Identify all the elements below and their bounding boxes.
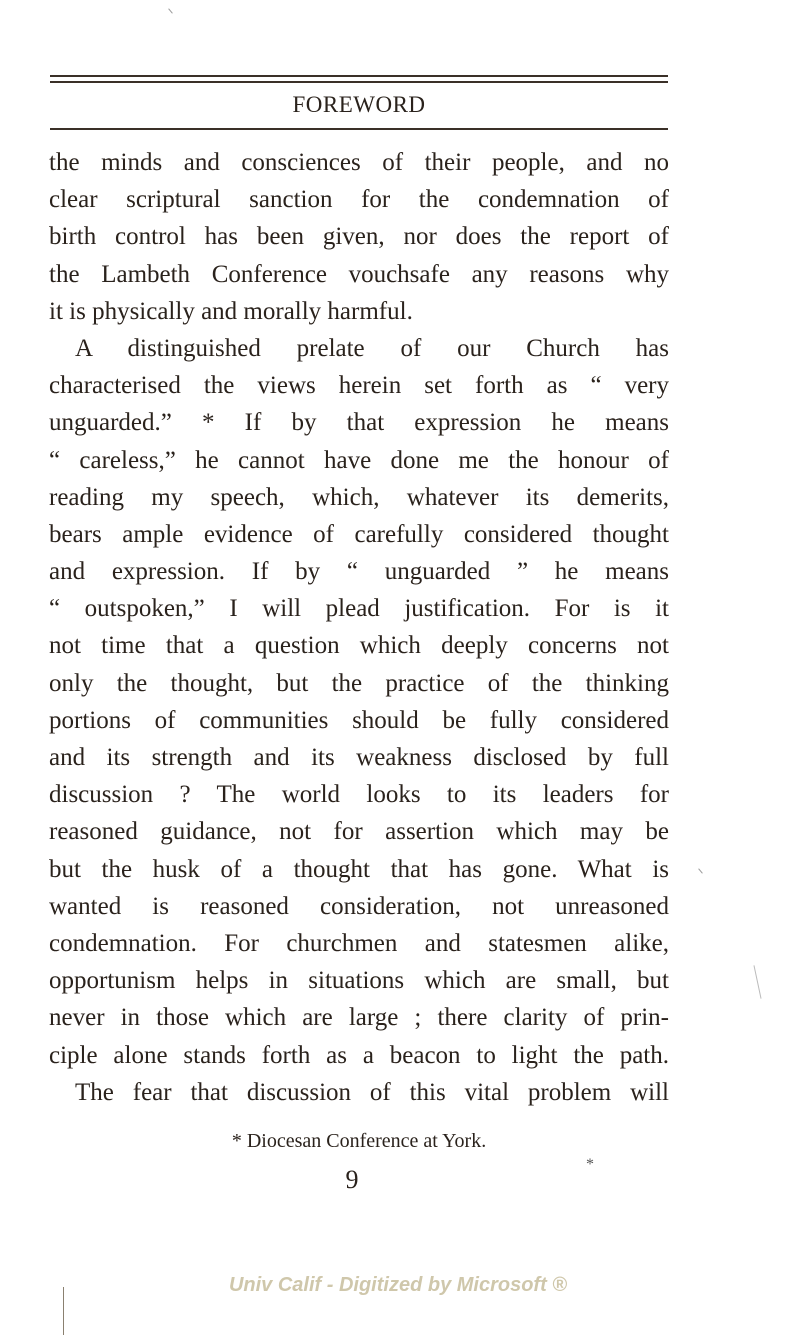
- running-head: FOREWORD: [292, 92, 426, 117]
- text-line: unguarded.” * If by that expression he means: [49, 409, 669, 437]
- page-number: 9: [345, 1165, 359, 1194]
- text-line: not time that a question which deeply concerns not: [49, 632, 669, 660]
- text-line: it is physically and morally harmful.: [49, 297, 413, 325]
- text-line: and its strength and its weakness disclosed by full: [49, 744, 669, 771]
- digitization-watermark: Univ Calif - Digitized by Microsoft ®: [228, 1274, 568, 1296]
- text-line: reading my speech, which, whatever its demerits,: [49, 483, 669, 511]
- text-line: A distinguished prelate of our Church has: [75, 334, 669, 362]
- text-line: birth control has been given, nor does the report of: [49, 223, 669, 251]
- scan-artifact-mark: [698, 868, 703, 873]
- text-line: wanted is reasoned consideration, not unreasoned: [49, 892, 669, 920]
- top-rule: [50, 75, 668, 77]
- body-text: [49, 144, 669, 1111]
- text-line: discussion ? The world looks to its leaders for: [49, 781, 669, 809]
- top-rule-double: [50, 81, 668, 83]
- text-line: “ outspoken,” I will plead justification. For is it: [49, 595, 669, 623]
- text-line: reasoned guidance, not for assertion which may be: [49, 818, 669, 846]
- text-line: The fear that discussion of this vital problem will: [75, 1078, 669, 1106]
- text-line: the minds and consciences of their people, and no: [49, 149, 669, 176]
- footnote: * Diocesan Conference at York.: [231, 1130, 487, 1152]
- text-line: “ careless,” he cannot have done me the honour of: [49, 446, 669, 474]
- text-line: ciple alone stands forth as a beacon to light the path.: [49, 1041, 669, 1069]
- text-line: condemnation. For churchmen and statesmen alike,: [49, 929, 669, 957]
- text-line: portions of communities should be fully considered: [49, 706, 669, 734]
- text-line: but the husk of a thought that has gone. What is: [49, 855, 669, 883]
- scan-edge-line: [63, 1287, 64, 1335]
- text-line: only the thought, but the practice of the thinking: [49, 669, 669, 697]
- text-line: characterised the views herein set forth as “ very: [49, 372, 669, 400]
- text-line: opportunism helps in situations which are small, but: [49, 967, 669, 995]
- scan-artifact-mark: [753, 965, 761, 998]
- scan-artifact-mark: [168, 8, 173, 13]
- text-line: bears ample evidence of carefully considered thought: [49, 520, 669, 548]
- text-line: never in those which are large ; there clarity of prin-: [49, 1004, 669, 1032]
- text-line: clear scriptural sanction for the condemnation of: [49, 186, 669, 214]
- text-line: the Lambeth Conference vouchsafe any reasons why: [49, 260, 669, 288]
- text-line: and expression. If by “ unguarded ” he means: [49, 558, 669, 586]
- head-rule: [50, 128, 668, 130]
- stray-asterisk-mark: *: [586, 1156, 594, 1173]
